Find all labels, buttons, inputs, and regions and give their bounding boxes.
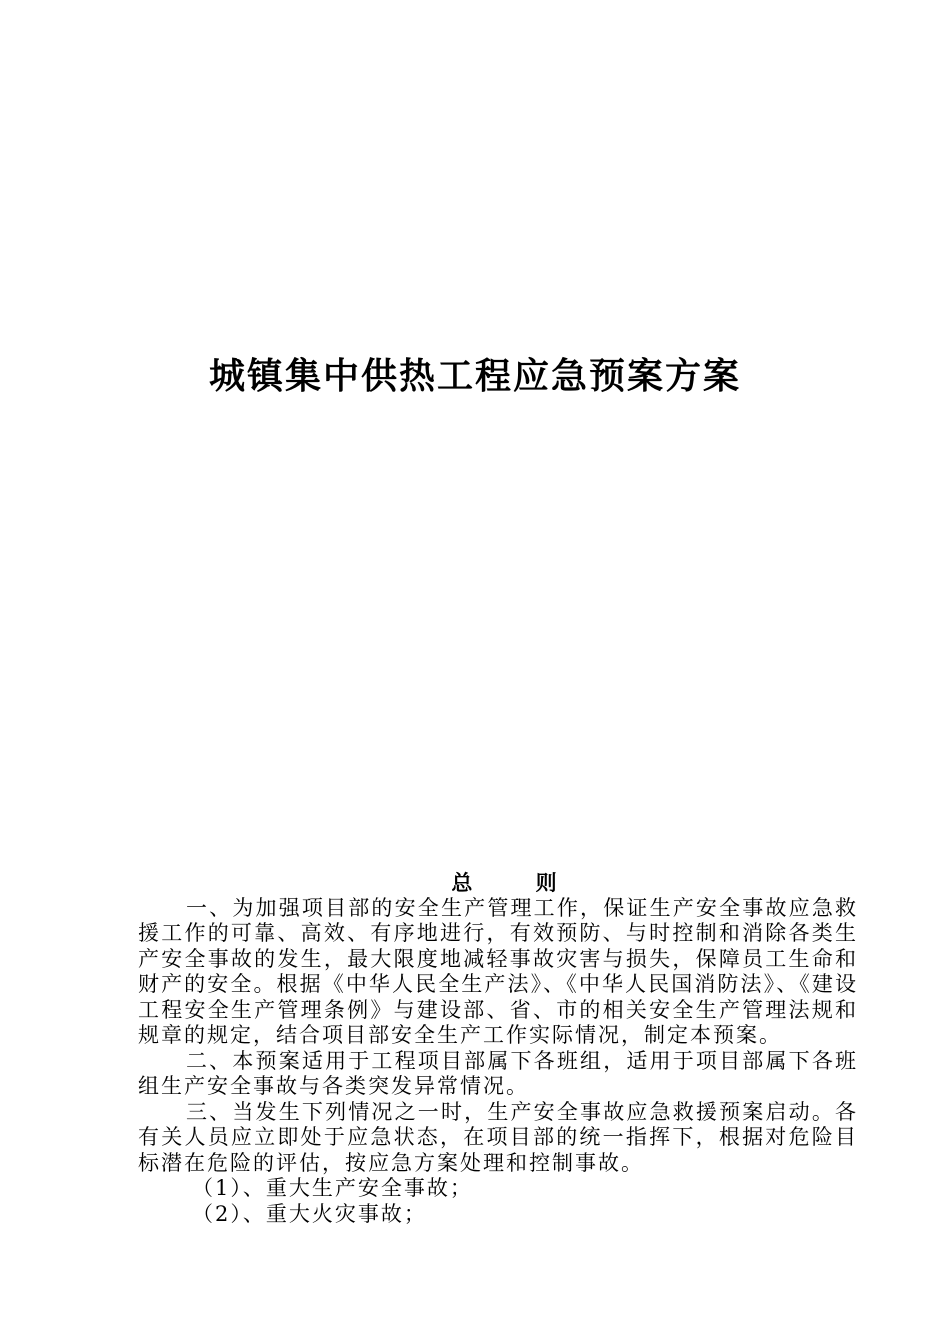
section-heading: 总 则 (451, 870, 585, 895)
paragraph-1: 一、为加强项目部的安全生产管理工作，保证生产安全事故应急救援工作的可靠、高效、有序地进行，有效预防、与时控制和消除各类生产安全事故的发生，最大限度地减轻事故灾害与损失，保障员工生命和财产的安全。根据《中华人民全生产法》、《中华人民国消防法》、《建设工程安全生产管理条例》与建设部、省、市的相关安全生产管理法规和规章的规定，结合项目部安全生产工作实际情况，制定本预案。 (138, 895, 858, 1047)
general-provisions-section (138, 870, 858, 1227)
paragraph-2: 二、本预案适用于工程项目部属下各班组，适用于项目部属下各班组生产安全事故与各类突发异常情况。 (138, 1048, 858, 1098)
paragraph-3: 三、当发生下列情况之一时，生产安全事故应急救援预案启动。各有关人员应立即处于应急状态，在项目部的统一指挥下，根据对危险目标潜在危险的评估，按应急方案处理和控制事故。 (138, 1099, 858, 1175)
document-title: 城镇集中供热工程应急预案方案 (208, 356, 741, 397)
list-item: （1）、重大生产安全事故； (192, 1176, 473, 1200)
list-item: （2）、重大火灾事故； (192, 1201, 427, 1226)
